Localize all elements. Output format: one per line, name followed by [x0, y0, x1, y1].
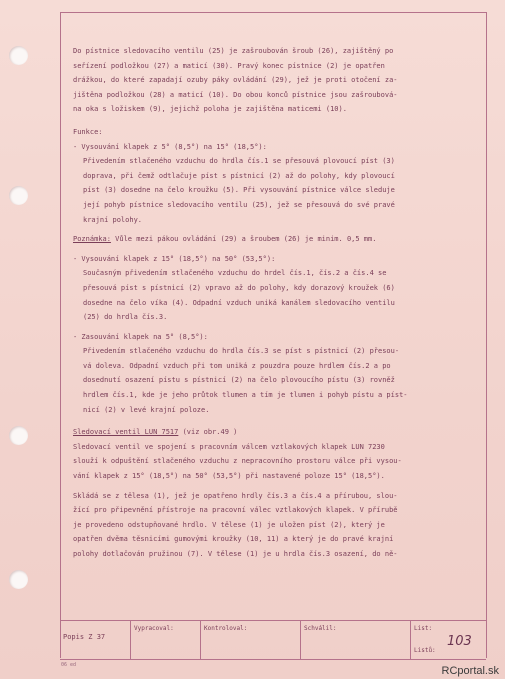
document-body [73, 44, 478, 562]
function-heading: Funkce: [73, 127, 103, 136]
text-line: (25) do hrdla čís.3. [83, 313, 168, 322]
punch-hole [9, 570, 28, 589]
edition-mark: 06 ed [61, 662, 77, 668]
frame-border [60, 12, 61, 658]
text-line: Skládá se z tělesa (1), jež je opatřeno hrdly čís.3 a čís.4 a přírubou, slou- [73, 491, 398, 500]
item-title: - Zasouvání klapek na 5° (8,5°): [73, 332, 208, 341]
section-title: Sledovací ventil LUN 7517 [73, 428, 179, 437]
title-block [60, 620, 486, 660]
title-block-popis: Popis Z 37 [63, 633, 106, 641]
text-line: jištěna podložkou (28) a maticí (10). Do obou konců pístnice jsou zašroubová- [73, 90, 398, 99]
text-line: píst (3) dosedne na čelo kroužku (5). Při vysouvání pístnice válce sleduje [83, 186, 395, 195]
section-heading [73, 425, 478, 440]
text-line: na oka s ložiskem (9), jejichž poloha je zajištěna maticemi (10). [73, 105, 347, 114]
item-paragraph [73, 266, 478, 324]
intro-paragraph [73, 44, 478, 117]
text-line: Sledovací ventil ve spojení s pracovním válcem vztlakových klapek LUN 7230 [73, 442, 385, 451]
text-line: seřízení podložkou (27) a maticí (30). Pravý konec pístnice (2) je opatřen [73, 61, 385, 70]
title-block-kontroloval: Kontroloval: [200, 621, 301, 659]
note-text: Vůle mezi pákou ovládání (29) a šroubem (26) je minim. 0,5 mm. [110, 235, 377, 244]
item-title: - Vysouvání klapek z 15° (18,5°) na 50° (53,5°): [73, 254, 276, 263]
text-line: slouží k odpuštění stlačeného vzduchu z nepracovního prostoru válce při vysou- [73, 457, 402, 466]
item-paragraph [73, 344, 478, 417]
punch-hole [9, 186, 28, 205]
text-line: drážkou, do které zapadají ozuby páky ovládání (29), jež je proti otočení za- [73, 76, 398, 85]
punch-hole [9, 426, 28, 445]
text-line: hrdlem čís.1, kde je jeho průtok tlumen a tím je tlumen i pohyb pístu a píst- [83, 391, 408, 400]
text-line: přesouvá píst s pístnicí (2) vpravo až do polohy, kdy dorazový kroužek (6) [83, 283, 395, 292]
text-line: polohy dotlačován pružinou (7). V tělese (1) je u hrdla čís.3 osazení, do ně- [73, 550, 398, 558]
note-label: Poznámka: [73, 235, 111, 244]
title-block-schvalil: Schválil: [300, 621, 411, 659]
text-line: žící pro připevnění přístroje na pracovní válec vztlakových klapek. V přírubě [73, 506, 398, 515]
text-line: Současným přivedením stlačeného vzduchu do hrdel čís.1, čís.2 a čís.4 se [83, 269, 387, 278]
section-paragraph [73, 489, 478, 562]
item-paragraph [73, 154, 478, 227]
text-line: vání klapek z 15° (18,5°) na 50° (53,5°) při nastavené poloze 15° (18,5°). [73, 472, 385, 481]
section-paragraph [73, 440, 478, 484]
text-line: opatřen dvěma těsnicími gumovými kroužky (10, 11) a který je do pravé krajní [73, 535, 394, 544]
text-line: vá doleva. Odpadní vzduch při tom uniká z pouzdra pouze hrdlem čís.2 a po [83, 361, 391, 370]
text-line: dosedne na čelo víka (4). Odpadní vzduch uniká kanálem sledovacího ventilu [83, 298, 395, 307]
text-line: doprava, při čemž odtlačuje píst s pístnicí (2) až do polohy, kdy plovoucí [83, 171, 395, 180]
item-title: - Vysouvání klapek z 5° (8,5°) na 15° (18,5°): [73, 142, 267, 151]
frame-border [486, 12, 487, 658]
frame-border [60, 12, 486, 13]
section-ref: (viz obr.49 ) [178, 428, 238, 437]
text-line: její pohyb pístnice sledovacího ventilu (25), jež se přesouvá do své pravé [83, 200, 395, 209]
watermark-text: RCportal.sk [441, 665, 499, 677]
text-line: Do pístnice sledovacího ventilu (25) je zašroubován šroub (26), zajištěný po [73, 47, 394, 55]
text-line: je provedeno odstupňované hrdlo. V tělese (1) je uložen píst (2), který je [73, 520, 385, 529]
page-number: 103 [447, 634, 472, 649]
title-block-list: List: Listů: [410, 621, 487, 659]
punch-hole [9, 46, 28, 65]
text-line: Přivedením stlačeného vzduchu do hrdla čís.1 se přesouvá plovoucí píst (3) [83, 157, 395, 166]
text-line: dosednutí osazení pístu s pístnicí (2) na čelo plovoucího pístu (3) rovněž [83, 376, 395, 385]
text-line: krajní polohy. [83, 215, 143, 224]
text-line: Přivedením stlačeného vzduchu do hrdla čís.3 se píst s pístnicí (2) přesou- [83, 347, 400, 356]
note-line [73, 232, 478, 247]
title-block-vypracoval: Vypracoval: [130, 621, 201, 659]
text-line: nicí (2) v levé krajní poloze. [83, 405, 210, 414]
